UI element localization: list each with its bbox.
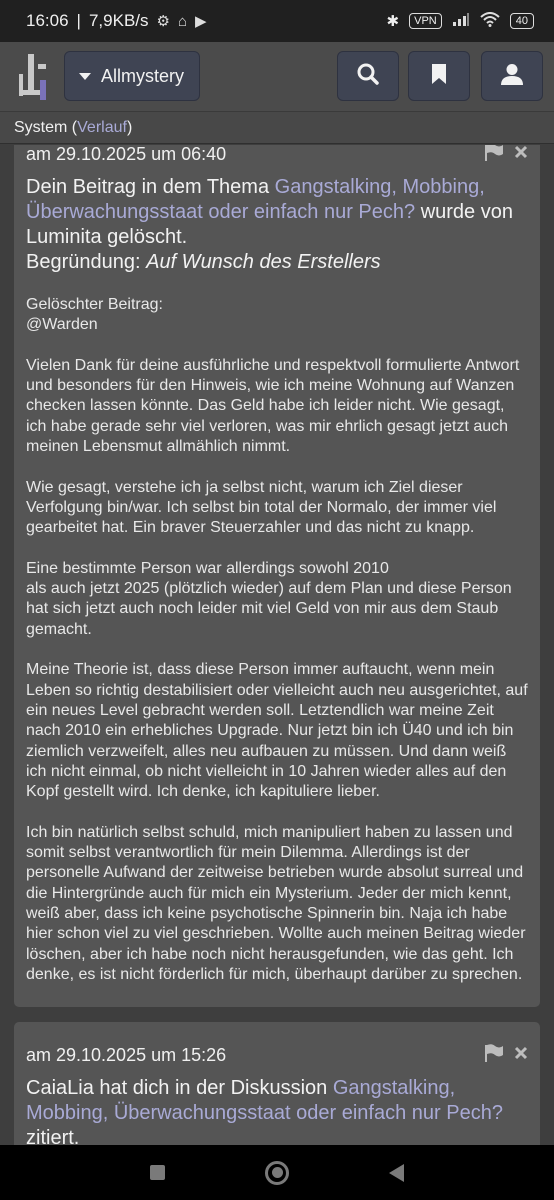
home-button-icon[interactable]: [265, 1161, 289, 1185]
bookmark-icon: [431, 63, 447, 90]
breadcrumb: System ( Verlauf ): [0, 112, 554, 144]
search-button[interactable]: [337, 51, 399, 101]
network-speed: 7,9KB/s: [88, 11, 149, 30]
notification-list: [0, 145, 554, 1145]
wifi-icon: [480, 12, 500, 31]
bookmarks-button[interactable]: [408, 51, 470, 101]
forum-select-button[interactable]: [64, 51, 200, 101]
notification-date: am 29.10.2025 um 15:26: [26, 1044, 227, 1065]
allmystery-logo[interactable]: [16, 52, 48, 102]
forum-select-label: Allmystery: [101, 65, 185, 86]
notification-date: am 29.10.2025 um 06:40: [26, 145, 227, 164]
user-icon: [500, 63, 524, 90]
notification-message: Dein Beitrag in dem Thema Gangstalking, Mobbing, Überwachungsstaat oder einfach nur Pech? wurde von Luminita gelöscht. Begründung: Auf Wunsch des Erstellers: [26, 176, 513, 273]
notification-card: [14, 145, 540, 1007]
flag-icon[interactable]: [484, 145, 504, 166]
close-icon[interactable]: [514, 145, 528, 164]
search-icon: [356, 62, 380, 91]
close-icon[interactable]: [514, 1046, 528, 1065]
deletion-reason: Auf Wunsch des Erstellers: [146, 251, 381, 273]
thread-link[interactable]: Gangstalking, Mobbing, Überwachungsstaat oder einfach nur Pech?: [26, 176, 485, 223]
thread-link[interactable]: Gangstalking, Mobbing, Überwachungsstaat oder einfach nur Pech?: [26, 1077, 503, 1124]
user-menu-button[interactable]: [481, 51, 543, 101]
settings-icon: ⚙: [156, 13, 170, 30]
battery-icon: 40: [510, 13, 534, 29]
page-title: System: [14, 118, 68, 136]
caret-down-icon: [79, 73, 91, 80]
youtube-icon: ▶: [195, 13, 207, 30]
flag-icon[interactable]: [484, 1044, 504, 1067]
recents-icon[interactable]: [150, 1165, 165, 1180]
system-status-bar: 16:06 | 7,9KB/s ⚙ ⌂ ▶ ✱ VPN 40: [0, 0, 554, 42]
clock: 16:06: [26, 11, 69, 30]
android-nav-bar: [0, 1145, 554, 1200]
history-link[interactable]: Verlauf: [77, 118, 127, 136]
app-header: [0, 42, 554, 112]
signal-icon: [452, 12, 470, 30]
back-icon[interactable]: [389, 1164, 404, 1182]
deleted-post-text: Gelöschter Beitrag: @Warden Vielen Dank für deine ausführliche und respektvoll formulierte Antwort und besonders für den Hinweis, wie ich meine Wohnung auf Wanzen checken lassen könnte. Das Geld habe ich leider nicht. Wie gesagt, ich habe gerade sehr viel verloren, was mir ehrlich gesagt jetzt auch meinen Lebensmut allmählich nimmt. Wie gesagt, verstehe ich ja selbst nicht, warum ich Ziel dieser Verfolgung bin/war. Ich selbst bin total der Normalo, der immer viel gearbeitet hat. Ein braver Steuerzahler und das nicht zu knapp. Eine bestimmte Person war allerdings sowohl 2010 als auch jetzt 2025 (plötzlich wieder) auf dem Plan und diese Person hat sich jetzt auch noch leider mit viel Geld von mir aus dem Staub gemacht. Meine Theorie ist, dass diese Person immer auftaucht, wenn mein Leben so richtig destabilisiert oder vielleicht auch neu ausgerichtet, auf ein neues Level gebracht werden soll. Letztendlich war meine Zeit nach 2010 ein erhebliches Upgrade. Nur jetzt bin ich Ü40 und ich bin ziemlich verzweifelt, alles neu aufbauen zu müssen. Und dann weiß ich nicht einmal, ob nicht vielleicht in 10 Jahren wieder alles auf den Kopf gestellt wird. Ich denke, ich kapituliere lieber. Ich bin natürlich selbst schuld, mich manipuliert haben zu lassen und somit selbst verantwortlich für mein Dilemma. Allerdings ist der personelle Aufwand der zeitweise betrieben wurde absolut surreal und die Hintergründe auch für mich ein Mysterium. Jeder der mich kennt, weiß aber, dass ich keine psychotische Spinnerin bin. Naja ich habe hier schon viel zu viel geschrieben. Wollte auch meinen Beitrag wieder löschen, aber ich habe noch nicht herausgefunden, wie das geht. Ich denke, es ist nicht förderlich für mich, überhaupt darüber zu sprechen.: [26, 296, 528, 983]
bluetooth-icon: ✱: [386, 13, 400, 30]
notification-message: CaiaLia hat dich in der Diskussion Gangstalking, Mobbing, Überwachungsstaat oder einfach nur Pech? zitiert.: [26, 1077, 503, 1145]
vpn-icon: VPN: [409, 13, 442, 29]
notification-card: [14, 1022, 540, 1145]
home-icon: ⌂: [177, 12, 188, 30]
